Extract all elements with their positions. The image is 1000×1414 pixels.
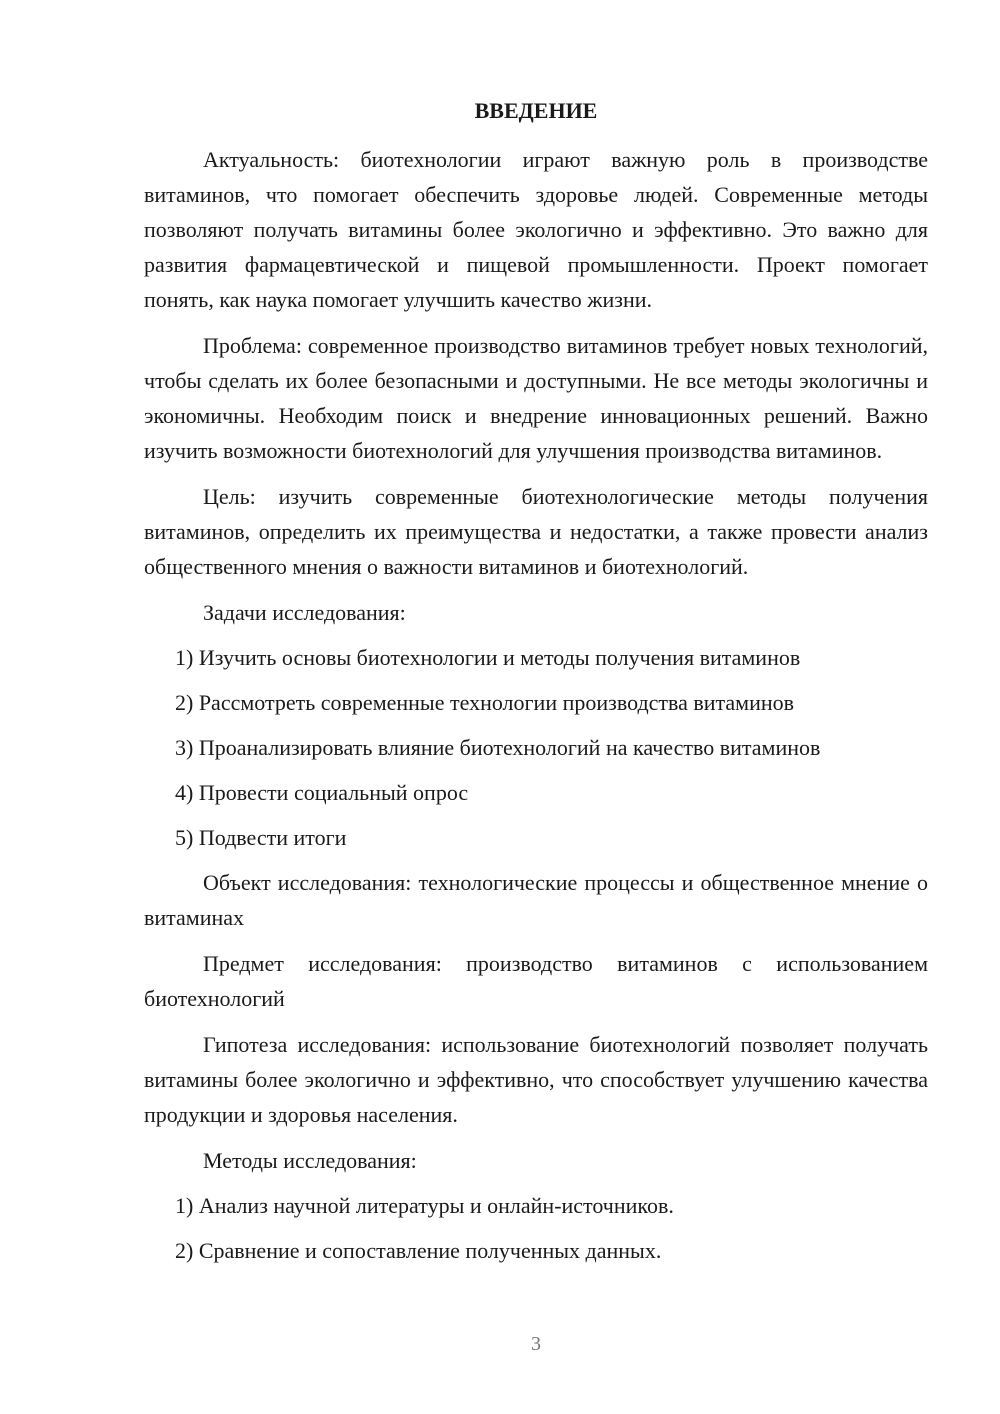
tasks-heading: Задачи исследования: — [203, 600, 406, 625]
body-text — [144, 142, 928, 1278]
paragraph-hypothesis: Гипотеза исследования: использование биотехнологий позволяет получать витамины более экологично и эффективно, что способствует улучшению качества продукции и здоровья населения. — [144, 1032, 928, 1127]
method-item-1: 1) Анализ научной литературы и онлайн-источников. — [175, 1193, 674, 1218]
methods-heading: Методы исследования: — [203, 1148, 417, 1173]
paragraph-relevance: Актуальность: биотехнологии играют важную роль в производстве витаминов, что помогает обеспечить здоровье людей. Современные методы позволяют получать витамины более экологично и эффективно. Это важно для развития фармацевтической и пищевой промышленности. Проект помогает понять, как наука помогает улучшить качество жизни. — [144, 147, 928, 312]
paragraph-goal: Цель: изучить современные биотехнологические методы получения витаминов, определить их преимущества и недостатки, а также провести анализ общественного мнения о важности витаминов и биотехнологий. — [144, 484, 928, 579]
page-title: ВВЕДЕНИЕ — [474, 98, 598, 123]
task-item-1: 1) Изучить основы биотехнологии и методы получения витаминов — [175, 645, 801, 670]
page-number: 3 — [531, 1333, 541, 1355]
task-item-5: 5) Подвести итоги — [175, 825, 347, 850]
paragraph-subject: Предмет исследования: производство витаминов с использованием биотехнологий — [144, 951, 928, 1011]
method-item-2: 2) Сравнение и сопоставление полученных данных. — [175, 1238, 662, 1263]
task-item-4: 4) Провести социальный опрос — [175, 780, 469, 805]
paragraph-problem: Проблема: современное производство витаминов требует новых технологий, чтобы сделать их более безопасными и доступными. Не все методы экологичны и экономичны. Необходим поиск и внедрение инновационных решений. Важно изучить возможности биотехнологий для улучшения производства витаминов. — [144, 333, 928, 463]
paragraph-object: Объект исследования: технологические процессы и общественное мнение о витаминах — [144, 870, 928, 930]
task-item-2: 2) Рассмотреть современные технологии производства витаминов — [175, 690, 795, 715]
task-item-3: 3) Проанализировать влияние биотехнологий на качество витаминов — [175, 735, 821, 760]
